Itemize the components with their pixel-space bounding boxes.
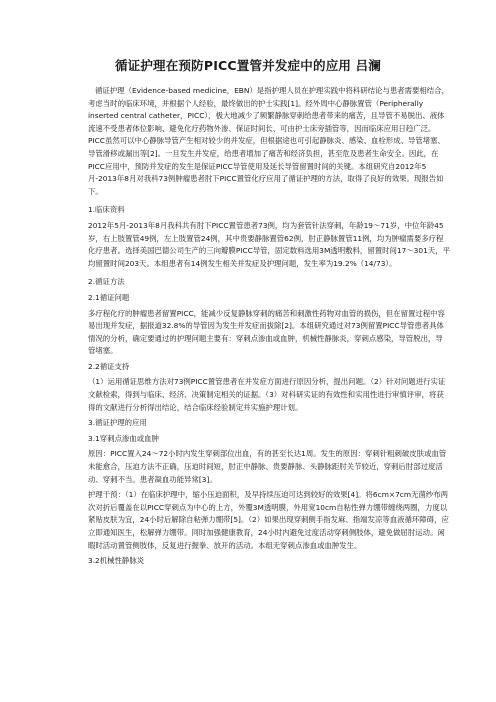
subsection-heading-bleeding: 3.1穿刺点渗血或血肿 [88, 433, 159, 443]
subsection-heading-support: 2.2循证支持 [88, 361, 130, 371]
question-paragraph: 多疗程化疗的肿瘤患者留置PICC，能减少反复静脉穿刺的痛苦和刺激性药物对血管的损伤，但在留置过程中容易出现并发症，据报道32.8%的导管因为发生并发症而拔除[2]。本组研究通过对73例留置PICC导管患者具体情况的分析，确定要通过的护理问题主要有：穿刺点渗血或血肿，机械性静脉炎，穿刺点感染，导管脱出，导管堵塞。 [88, 308, 445, 356]
subsection-heading-question: 2.1循证问题 [88, 292, 130, 302]
section-heading-application: 3.循证护理的应用 [88, 418, 147, 428]
intro-paragraph: 循证护理（Evidence-based medicine，EBN）是指护理人员在护理实践中将科研结论与患者需要相结合，考虑当时的临床环境，并根据个人经验，最终做出的护士实践[1]。经外周中心静脉置管（Peripherally inserted central catheter，PICC），极大地减少了频繁静脉穿刺给患者带来的痛苦，且导管不易脱出、液体流速不受患者体位影响、避免化疗药物外渗、保证时间长、可由护士床旁插管等，因而临床应用日趋广泛。PICC虽然可以中心静脉导管产生相对较少的并发症，但根据途也可引起静脉炎、感染、血栓形成、导管堵塞、导管滑移或漏出等[2]。一旦发生并发症，给患者增加了痛苦和经济负担，甚至危及患者生命安全。因此，在PICC应用中，预防并发症的发生是保证PICC导管使用及延长导管留置时间的关键。本组研究自2012年5月-2013年8月对我科73例肿瘤患者肘下PICC置管化疗应用了循证护理的方法，取得了良好的效果。现报告如下。 [88, 86, 449, 196]
subsection-heading-phlebitis: 3.2机械性静脉炎 [88, 556, 145, 566]
section-heading-clinical: 1.临床资料 [88, 205, 125, 215]
cause-paragraph: 原因：PICC置入24～72小时内发生穿刺部位出血，有的甚至长达1周。发生的原因：穿刺针粗刺破皮肤或血管未能愈合，压迫方法不正确，压迫时间短，肘正中静脉、贵要静脉、头静脉距肘关节较近，穿刺后肘部过度活动、穿刺不当。患者凝血功能异常[3]。 [88, 449, 447, 484]
section-heading-method: 2.循证方法 [88, 277, 125, 287]
support-paragraph: （1）运用循证思维方法对73例PICC置管患者在并发症方面进行原因分析，提出问题。（2）针对问题进行实证文献检索，得到与临床、经济、决策制定相关的证据。（3）对科研实证的有效性和实用性进行审慎评审，将获得的文献进行分析得出结论，结合临床经验制定并实施护理计划。 [88, 377, 446, 412]
clinical-paragraph: 2012年5月-2013年8月我科共有肘下PICC置管患者73例，均为套管针法穿刺，年龄19～71岁，中位年龄45岁，右上肢置管49例，左上肢置管24例，其中贵要静脉置管62例，肘正静脉置管11例，均为肿瘤需要多疗程化疗患者。选择美国巴德公司生产的三向瓣膜PICC导管，固定数料选用3M透明敷料，留置时间17～301天，平均留置时间203天。本组患者有14例发生相关并发症及护理问题，发生率为19.2%（14/73）。 [88, 220, 450, 268]
nursing-paragraph: 护理干预：（1）在临床护理中，缩小压迫面积，及早持续压迫可达到较好的效果[4]。将6cm×7cm无菌纱布两次对折后覆盖在以PICC穿刺点为中心的上方，外覆3M透明膜，外用宽10cm自粘性弹力绷带缠绕两圈，力度以紧贴皮肤为宜，24小时后解除自粘弹力绷带[5]。（2）如果出现穿刺侧手指发麻、指端发凉等血液循环障碍，应立即通知医生，松解弹力绷带。同时加强健康教育，24小时内避免过度活动穿刺侧肢体，避免做屈肘运动。闲暇时活动置管侧肢体，反复进行握拳、放开的活动。本组无穿刺点渗血或血肿发生。 [88, 490, 449, 550]
document-body [88, 85, 450, 568]
document-title: 循证护理在预防PICC置管并发症中的应用 吕澜 [114, 58, 382, 73]
